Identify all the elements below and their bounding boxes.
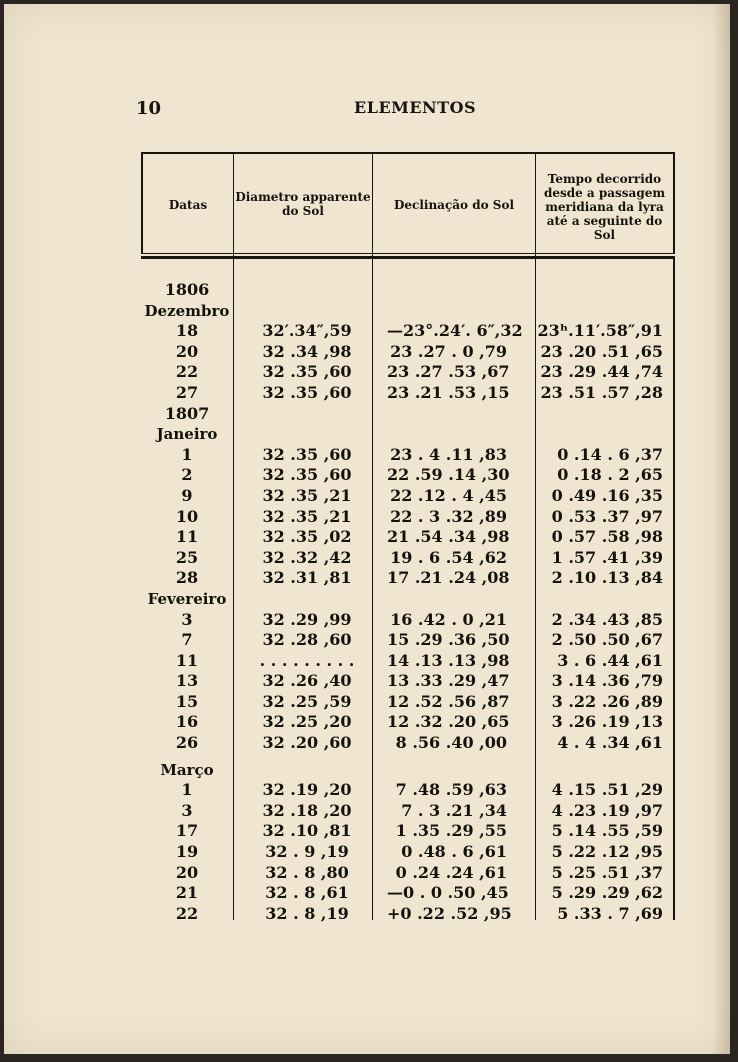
diameter-cell: 32 .26 ,40 <box>262 671 352 691</box>
date-cell: Março <box>160 760 214 779</box>
date-cell: 28 <box>175 568 199 588</box>
date-cell: 26 <box>175 733 199 753</box>
table-row <box>141 883 675 904</box>
diameter-cell: 32 .34 ,98 <box>262 341 352 361</box>
diameter-cell: 32 .35 ,60 <box>262 362 352 382</box>
time-cell: 4 . 4 .34 ,61 <box>557 733 663 753</box>
diameter-cell: 32 . 9 ,19 <box>265 842 349 862</box>
declination-cell: 22 . 3 .32 ,89 <box>390 506 507 526</box>
page-edge-shadow <box>712 4 730 1054</box>
diameter-cell: 32 .35 ,60 <box>262 382 352 402</box>
declination-cell: 23 .27 . 0 ,79 <box>390 341 507 361</box>
declination-cell: 13 .33 .29 ,47 <box>387 671 510 691</box>
diameter-cell: 32 .35 ,60 <box>262 444 352 464</box>
table-row <box>141 801 675 822</box>
diameter-cell: 32′.34″,59 <box>262 321 352 341</box>
declination-cell: 7 . 3 .21 ,34 <box>401 800 507 820</box>
time-cell: 3 .26 .19 ,13 <box>551 712 663 732</box>
date-cell: Dezembro <box>144 301 230 320</box>
table-row <box>141 630 675 651</box>
time-cell: 0 .18 . 2 ,65 <box>557 465 663 485</box>
date-cell: 11 <box>175 527 199 547</box>
table-row <box>141 465 675 486</box>
declination-cell: 23 . 4 .11 ,83 <box>390 444 507 464</box>
date-cell: 22 <box>175 362 199 382</box>
book-page <box>4 4 730 1054</box>
table-row <box>141 904 675 925</box>
table-row <box>141 445 675 466</box>
time-cell: 0 .49 .16 ,35 <box>551 485 663 505</box>
date-cell: 17 <box>175 821 199 841</box>
time-cell: 5 .29 .29 ,62 <box>551 883 663 903</box>
diameter-cell: 32 . 8 ,80 <box>265 862 349 882</box>
diameter-cell: 32 . 8 ,19 <box>265 903 349 923</box>
declination-cell: 16 .42 . 0 ,21 <box>390 609 507 629</box>
date-cell: 7 <box>181 630 193 650</box>
declination-cell: —23°.24′. 6″,32 <box>387 321 523 341</box>
time-cell: 1 .57 .41 ,39 <box>551 547 663 567</box>
time-cell: 5 .33 . 7 ,69 <box>557 903 663 923</box>
running-title: ELEMENTOS <box>354 98 477 117</box>
date-cell: 9 <box>181 485 193 505</box>
month-heading-row <box>141 424 675 445</box>
time-cell: 23 .51 .57 ,28 <box>540 382 663 402</box>
diameter-cell: 32 .25 ,59 <box>262 691 352 711</box>
time-cell: 3 .22 .26 ,89 <box>551 691 663 711</box>
table-row <box>141 651 675 672</box>
page-header <box>136 98 676 122</box>
table-row <box>141 548 675 569</box>
table-row <box>141 342 675 363</box>
table-row <box>141 863 675 884</box>
diameter-cell: 32 .35 ,60 <box>262 465 352 485</box>
table-row <box>141 842 675 863</box>
date-cell: 1807 <box>164 403 210 423</box>
diameter-cell: 32 .32 ,42 <box>262 547 352 567</box>
diameter-cell: 32 . 8 ,61 <box>265 883 349 903</box>
table-right-rule <box>673 152 675 253</box>
table-row <box>141 780 675 801</box>
diameter-cell: 32 .35 ,02 <box>262 527 352 547</box>
date-cell: 19 <box>175 842 199 862</box>
table-row <box>141 507 675 528</box>
time-cell: 0 .14 . 6 ,37 <box>557 444 663 464</box>
date-cell: Fevereiro <box>147 589 227 608</box>
declination-cell: 15 .29 .36 ,50 <box>387 630 510 650</box>
time-cell: 5 .22 .12 ,95 <box>551 842 663 862</box>
diameter-cell: 32 .10 ,81 <box>262 821 352 841</box>
header-declinacao: Declinação do Sol <box>393 198 515 212</box>
header-tempo: Tempo decorrido desde a passagem meridiana da lyra até a seguinte do Sol <box>543 172 666 242</box>
diameter-cell: 32 .19 ,20 <box>262 780 352 800</box>
time-cell: 4 .15 .51 ,29 <box>551 780 663 800</box>
table-row <box>141 821 675 842</box>
declination-cell: 0 .24 .24 ,61 <box>395 862 507 882</box>
diameter-cell: 32 .28 ,60 <box>262 630 352 650</box>
date-cell: 10 <box>175 506 199 526</box>
time-cell: 2 .10 .13 ,84 <box>551 568 663 588</box>
time-cell: 23ʰ.11′.58″,91 <box>537 321 663 341</box>
month-heading-row <box>141 589 675 610</box>
declination-cell: 8 .56 .40 ,00 <box>395 733 507 753</box>
table-row <box>141 692 675 713</box>
date-cell: 16 <box>175 712 199 732</box>
table-body <box>141 280 675 924</box>
table-row <box>141 671 675 692</box>
declination-cell: 22 .59 .14 ,30 <box>387 465 510 485</box>
time-cell: 4 .23 .19 ,97 <box>551 800 663 820</box>
date-cell: 13 <box>175 671 199 691</box>
declination-cell: 17 .21 .24 ,08 <box>387 568 510 588</box>
time-cell: 0 .53 .37 ,97 <box>551 506 663 526</box>
date-cell: 27 <box>175 382 199 402</box>
date-cell: 25 <box>175 547 199 567</box>
declination-cell: 21 .54 .34 ,98 <box>387 527 510 547</box>
date-cell: 1 <box>181 780 193 800</box>
declination-cell: 14 .13 .13 ,98 <box>387 650 510 670</box>
declination-cell: 23 .21 .53 ,15 <box>387 382 510 402</box>
date-cell: 21 <box>175 883 199 903</box>
declination-cell: 12 .32 .20 ,65 <box>387 712 510 732</box>
table-row <box>141 321 675 342</box>
diameter-cell: 32 .35 ,21 <box>262 506 352 526</box>
table-row <box>141 383 675 404</box>
declination-cell: 19 . 6 .54 ,62 <box>390 547 507 567</box>
date-cell: 20 <box>175 341 199 361</box>
declination-cell: —0 . 0 .50 ,45 <box>387 883 509 903</box>
month-heading-row <box>141 760 675 781</box>
table-row <box>141 733 675 754</box>
month-heading-row <box>141 301 675 322</box>
date-cell: 18 <box>175 321 199 341</box>
header-datas: Datas <box>168 198 208 212</box>
table-top-rule <box>141 152 675 154</box>
declination-cell: 12 .52 .56 ,87 <box>387 691 510 711</box>
declination-cell: 1 .35 .29 ,55 <box>395 821 507 841</box>
diameter-cell: 32 .20 ,60 <box>262 733 352 753</box>
time-cell: 23 .29 .44 ,74 <box>540 362 663 382</box>
date-cell: 20 <box>175 862 199 882</box>
header-diametro: Diametro apparente do Sol <box>235 190 371 218</box>
diameter-cell: 32 .18 ,20 <box>262 800 352 820</box>
page-number: 10 <box>136 98 162 119</box>
date-cell: 3 <box>181 800 193 820</box>
date-cell: Janeiro <box>156 425 218 444</box>
date-cell: 11 <box>175 650 199 670</box>
table-row <box>141 486 675 507</box>
time-cell: 0 .57 .58 ,98 <box>551 527 663 547</box>
year-heading-row <box>141 280 675 301</box>
diameter-cell: 32 .35 ,21 <box>262 485 352 505</box>
declination-cell: 7 .48 .59 ,63 <box>395 780 507 800</box>
declination-cell: +0 .22 .52 ,95 <box>387 903 512 923</box>
time-cell: 5 .14 .55 ,59 <box>551 821 663 841</box>
time-cell: 23 .20 .51 ,65 <box>540 341 663 361</box>
diameter-cell: . . . . . . . . . <box>259 650 355 670</box>
time-cell: 3 .14 .36 ,79 <box>551 671 663 691</box>
table-row <box>141 610 675 631</box>
table-row <box>141 527 675 548</box>
date-cell: 1806 <box>164 280 210 299</box>
time-cell: 2 .34 .43 ,85 <box>551 609 663 629</box>
time-cell: 3 . 6 .44 ,61 <box>557 650 663 670</box>
diameter-cell: 32 .29 ,99 <box>262 609 352 629</box>
declination-cell: 0 .48 . 6 ,61 <box>401 842 507 862</box>
year-heading-row <box>141 404 675 425</box>
table-row <box>141 362 675 383</box>
diameter-cell: 32 .25 ,20 <box>262 712 352 732</box>
time-cell: 2 .50 .50 ,67 <box>551 630 663 650</box>
header-rule-thick <box>141 256 675 259</box>
date-cell: 3 <box>181 609 193 629</box>
declination-cell: 23 .27 .53 ,67 <box>387 362 510 382</box>
table-row <box>141 568 675 589</box>
table-row <box>141 712 675 733</box>
date-cell: 15 <box>175 691 199 711</box>
date-cell: 22 <box>175 903 199 923</box>
date-cell: 2 <box>181 465 193 485</box>
header-rule-thin <box>141 253 675 254</box>
date-cell: 1 <box>181 444 193 464</box>
diameter-cell: 32 .31 ,81 <box>262 568 352 588</box>
time-cell: 5 .25 .51 ,37 <box>551 862 663 882</box>
ephemeris-table <box>141 152 675 923</box>
declination-cell: 22 .12 . 4 ,45 <box>390 485 507 505</box>
